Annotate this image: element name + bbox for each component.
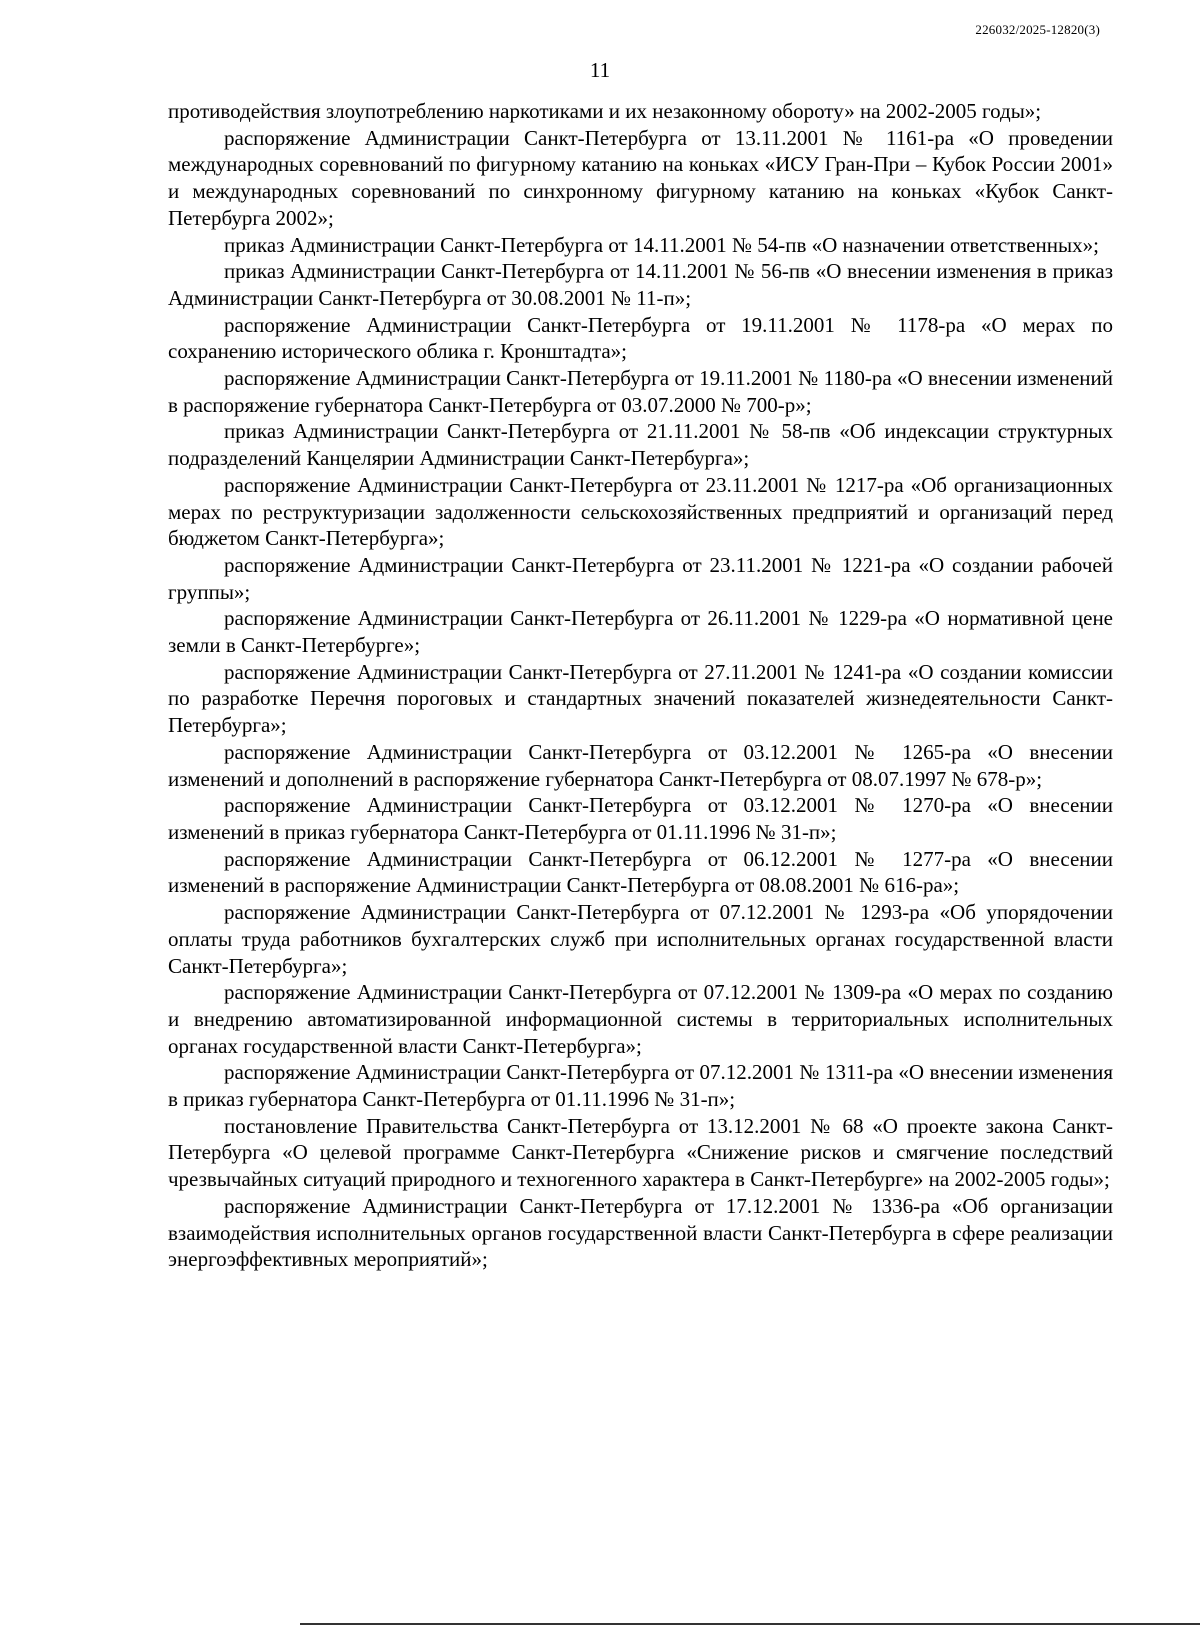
document-registration-number: 226032/2025-12820(3): [975, 22, 1100, 37]
paragraph: постановление Правительства Санкт-Петербурга от 13.12.2001 № 68 «О проекте закона Санкт-Петербурга «О целевой программе Санкт-Петербурга «Снижение рисков и смягчение последствий чрезвычайных ситуаций природного и техногенного характера в Санкт-Петербурге» на 2002-2005 годы»;: [168, 1113, 1113, 1192]
paragraph: распоряжение Администрации Санкт-Петербурга от 17.12.2001 № 1336-ра «Об организации взаимодействия исполнительных органов государственной власти Санкт-Петербурга в сфере реализации энергоэффективных мероприятий»;: [168, 1193, 1113, 1272]
paragraph: распоряжение Администрации Санкт-Петербурга от 13.11.2001 № 1161-ра «О проведении международных соревнований по фигурному катанию на коньках «ИСУ Гран-При – Кубок России 2001» и международных соревнований по синхронному фигурному катанию на коньках «Кубок Санкт-Петербурга 2002»;: [168, 125, 1113, 230]
paragraph: приказ Администрации Санкт-Петербурга от 14.11.2001 № 54-пв «О назначении ответственных»;: [224, 232, 1099, 257]
page-number: 11: [589, 58, 611, 82]
paragraph: распоряжение Администрации Санкт-Петербурга от 19.11.2001 № 1178-ра «О мерах по сохранению исторического облика г. Кронштадта»;: [168, 312, 1113, 364]
paragraph: распоряжение Администрации Санкт-Петербурга от 23.11.2001 № 1221-ра «О создании рабочей группы»;: [168, 552, 1113, 604]
document-body: [168, 98, 1113, 1273]
paragraph: распоряжение Администрации Санкт-Петербурга от 07.12.2001 № 1311-ра «О внесении изменения в приказ губернатора Санкт-Петербурга от 01.11.1996 № 31-п»;: [168, 1060, 1113, 1112]
paragraph: приказ Администрации Санкт-Петербурга от 14.11.2001 № 56-пв «О внесении изменения в приказ Администрации Санкт-Петербурга от 30.08.2001 № 11-п»;: [168, 259, 1113, 310]
paragraph: распоряжение Администрации Санкт-Петербурга от 07.12.2001 № 1309-ра «О мерах по созданию и внедрению автоматизированной информационной системы в территориальных исполнительных органах государственной власти Санкт-Петербурга»;: [168, 980, 1113, 1058]
paragraph: распоряжение Администрации Санкт-Петербурга от 26.11.2001 № 1229-ра «О нормативной цене земли в Санкт-Петербурге»;: [168, 606, 1113, 658]
paragraph: распоряжение Администрации Санкт-Петербурга от 06.12.2001 № 1277-ра «О внесении изменений в распоряжение Администрации Санкт-Петербурга от 08.08.2001 № 616-ра»;: [168, 846, 1113, 898]
paragraph: распоряжение Администрации Санкт-Петербурга от 27.11.2001 № 1241-ра «О создании комиссии по разработке Перечня пороговых и стандартных значений показателей жизнедеятельности Санкт-Петербурга»;: [168, 659, 1113, 738]
paragraph: распоряжение Администрации Санкт-Петербурга от 03.12.2001 № 1270-ра «О внесении изменений в приказ губернатора Санкт-Петербурга от 01.11.1996 № 31-п»;: [168, 793, 1113, 844]
paragraph: распоряжение Администрации Санкт-Петербурга от 03.12.2001 № 1265-ра «О внесении изменений и дополнений в распоряжение губернатора Санкт-Петербурга от 08.07.1997 № 678-р»;: [168, 739, 1113, 791]
paragraph: распоряжение Администрации Санкт-Петербурга от 23.11.2001 № 1217-ра «Об организационных мерах по реструктуризации задолженности сельскохозяйственных предприятий и организаций перед бюджетом Санкт-Петербурга»;: [168, 472, 1113, 551]
paragraph: распоряжение Администрации Санкт-Петербурга от 19.11.2001 № 1180-ра «О внесении изменений в распоряжение губернатора Санкт-Петербурга от 03.07.2000 № 700-р»;: [168, 366, 1113, 417]
paragraph: противодействия злоупотреблению наркотиками и их незаконному обороту» на 2002-2005 годы»;: [168, 99, 1042, 123]
paragraph: приказ Администрации Санкт-Петербурга от 21.11.2001 № 58-пв «Об индексации структурных подразделений Канцелярии Администрации Санкт-Петербурга»;: [168, 419, 1113, 471]
paragraph: распоряжение Администрации Санкт-Петербурга от 07.12.2001 № 1293-ра «Об упорядочении оплаты труда работников бухгалтерских служб при исполнительных органах государственной власти Санкт-Петербурга»;: [168, 900, 1113, 978]
